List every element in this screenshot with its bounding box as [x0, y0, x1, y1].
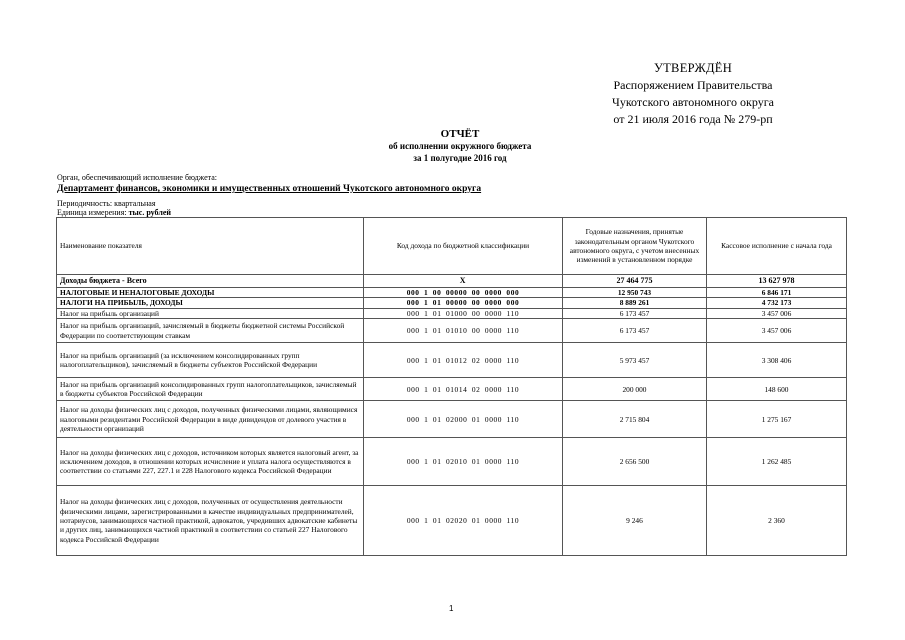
table-row: [57, 438, 847, 486]
report-period: за 1 полугодие 2016 год: [413, 153, 507, 163]
row-name: НАЛОГОВЫЕ И НЕНАЛОГОВЫЕ ДОХОДЫ: [57, 288, 364, 298]
row-name: Налог на прибыль организаций, зачисляемый в бюджеты бюджетной системы Российской Федерации по соответствующим ставкам: [57, 319, 364, 343]
row-code: 000 1 01 01014 02 0000 110: [364, 378, 563, 401]
row-planned: 6 173 457: [563, 319, 707, 343]
row-name: Налог на прибыль организаций консолидированных групп налогоплательщиков, зачисляемый в бюджеты субъектов Российской Федерации: [57, 378, 364, 401]
row-planned: 6 173 457: [563, 308, 707, 318]
table-row: [57, 275, 847, 288]
header-planned: Годовые назначения, принятые законодательным органом Чукотского автономного округа, с учетом внесенных изменений в установленном порядке: [563, 218, 707, 275]
row-planned: 200 000: [563, 378, 707, 401]
approval-line-3: от 21 июля 2016 года № 279-рп: [613, 112, 773, 126]
header-code: Код дохода по бюджетной классификации: [364, 218, 563, 275]
row-name: Налог на доходы физических лиц с доходов, полученных физическими лицами, являющимися налоговыми резидентами Российской Федерации в виде дивидендов от долевого участия в деятельности организаций: [57, 401, 364, 438]
row-name: Налог на прибыль организаций (за исключением консолидированных групп налогоплательщиков), зачисляемый в бюджеты субъектов Российской Федерации: [57, 343, 364, 378]
organ-label: Орган, обеспечивающий исполнение бюджета:: [57, 173, 218, 182]
report-title: ОТЧЁТ: [440, 128, 480, 140]
row-executed: 1 262 485: [707, 438, 847, 486]
table-row: [57, 298, 847, 308]
row-code: Х: [364, 275, 563, 288]
row-code: 000 1 01 01012 02 0000 110: [364, 343, 563, 378]
table-header-row: [57, 218, 847, 275]
row-executed: 4 732 173: [707, 298, 847, 308]
row-executed: 13 627 978: [707, 275, 847, 288]
row-executed: 1 275 167: [707, 401, 847, 438]
table-row: [57, 308, 847, 318]
row-planned: 9 246: [563, 486, 707, 556]
row-executed: 3 457 006: [707, 308, 847, 318]
row-code: 000 1 01 00000 00 0000 000: [364, 298, 563, 308]
row-code: 000 1 01 01000 00 0000 110: [364, 308, 563, 318]
table-row: [57, 343, 847, 378]
row-name: Налог на прибыль организаций: [57, 308, 364, 318]
row-code: 000 1 01 01010 00 0000 110: [364, 319, 563, 343]
row-name: НАЛОГИ НА ПРИБЫЛЬ, ДОХОДЫ: [57, 298, 364, 308]
page-number: 1: [449, 604, 454, 613]
approval-line-2: Чукотского автономного округа: [612, 95, 774, 109]
organ-name: Департамент финансов, экономики и имущественных отношений Чукотского автономного округа: [57, 184, 482, 194]
row-code: 000 1 00 00000 00 0000 000: [364, 288, 563, 298]
report-subtitle: об исполнении окружного бюджета: [388, 141, 532, 151]
row-planned: 2 715 804: [563, 401, 707, 438]
table-row: [57, 486, 847, 556]
row-code: 000 1 01 02010 01 0000 110: [364, 438, 563, 486]
periodicity: Периодичность: квартальная: [57, 199, 156, 208]
unit-value: тыс. рублей: [128, 208, 172, 217]
approval-stamp: [588, 60, 798, 128]
row-code: 000 1 01 02020 01 0000 110: [364, 486, 563, 556]
row-executed: 2 360: [707, 486, 847, 556]
budget-report-table: [56, 217, 847, 556]
row-name: Налог на доходы физических лиц с доходов, источником которых является налоговый агент, за исключением доходов, в отношении которых исчисление и уплата налога осуществляются в соответствии со статьями 227, 227.1 и 228 Налогового кодекса Российской Федерации: [57, 438, 364, 486]
row-executed: 6 846 171: [707, 288, 847, 298]
report-heading: [300, 128, 620, 164]
row-planned: 27 464 775: [563, 275, 707, 288]
row-name: Налог на доходы физических лиц с доходов, полученных от осуществления деятельности физическими лицами, зарегистрированными в качестве индивидуальных предпринимателей, нотариусов, занимающихся частной практикой, адвокатов, учредивших адвокатские кабинеты и других лиц, занимающихся частной практикой в соответствии со статьей 227 Налогового кодекса Российской Федерации: [57, 486, 364, 556]
row-executed: 148 600: [707, 378, 847, 401]
row-code: 000 1 01 02000 01 0000 110: [364, 401, 563, 438]
table-row: [57, 319, 847, 343]
table-row: [57, 378, 847, 401]
header-executed: Кассовое исполнение с начала года: [707, 218, 847, 275]
header-name: Наименование показателя: [57, 218, 364, 275]
row-planned: 2 656 500: [563, 438, 707, 486]
unit-label: Единица измерения:: [57, 208, 127, 217]
row-planned: 8 889 261: [563, 298, 707, 308]
approval-title: УТВЕРЖДЁН: [653, 61, 733, 75]
table-row: [57, 401, 847, 438]
row-name: Доходы бюджета - Всего: [57, 275, 364, 288]
table-row: [57, 288, 847, 298]
row-executed: 3 308 406: [707, 343, 847, 378]
row-planned: 5 973 457: [563, 343, 707, 378]
row-planned: 12 950 743: [563, 288, 707, 298]
approval-line-1: Распоряжением Правительства: [613, 78, 773, 92]
row-executed: 3 457 006: [707, 319, 847, 343]
